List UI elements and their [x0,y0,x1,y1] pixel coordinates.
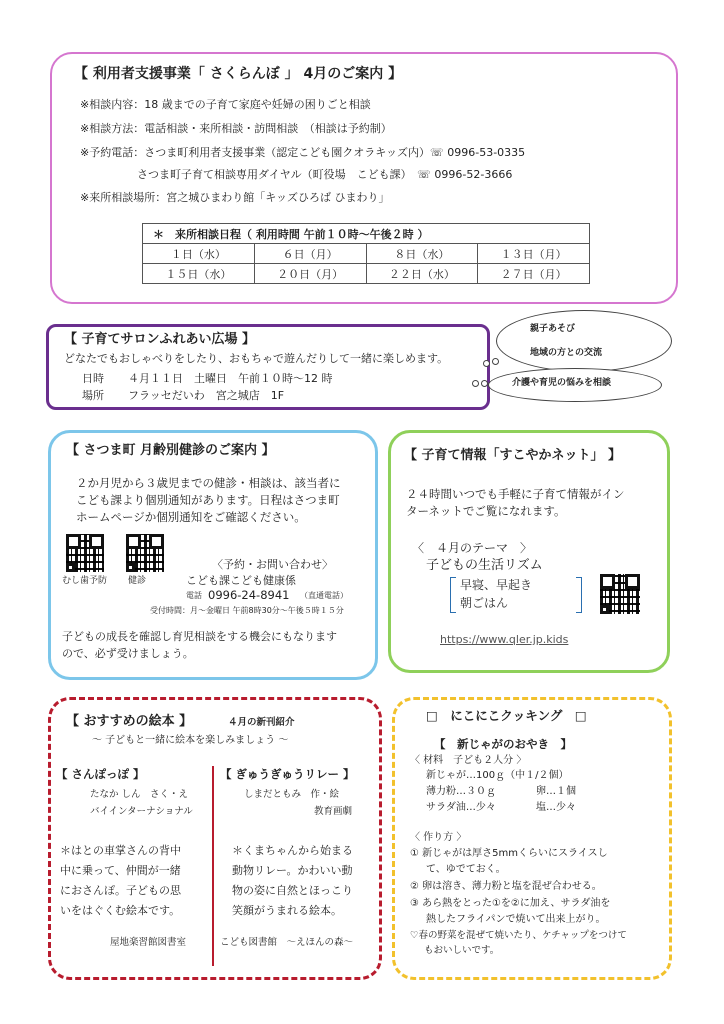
recipe-step: ① 新じゃがは厚さ5mmくらいにスライスし [410,848,608,859]
schedule-table [142,223,590,284]
thought-bubble-dot [492,358,499,365]
tel-label: 電話 [186,591,202,600]
consult-place: ※来所相談場所：宮之城ひまわり館「キッズひろば ひまわり」 [80,191,390,204]
material-item: 薄力粉…３０ｇ [426,786,496,797]
book-description: ＊くまちゃんから始まる [232,844,353,857]
materials-heading: 〈 材料 子ども２人分 〉 [410,755,527,766]
book-publisher: バイインターナショナル [90,806,193,817]
checkup-text: ホームページか個別通知をご確認ください。 [76,510,306,524]
schedule-cell: ２０日（月） [254,264,366,284]
thought-bubble-dot [481,380,488,387]
consult-dial: さつま町子育て相談専用ダイヤル（町役場 こども課） ☏ 0996-52-3666 [137,168,513,181]
theme-title: 子どもの生活リズム [426,558,543,573]
sukoyaka-url-link[interactable]: https://www.qler.jp.kids [440,633,569,646]
sukoyaka-title: 【 子育て情報「すこやかネット」 】 [404,448,622,463]
book-description: ＊はとの車掌さんの背中 [60,844,181,857]
book-library: 屋地楽習館図書室 [110,937,187,948]
recipe-step: ③ あら熱をとった①を②に加え、サラダ油を [410,898,611,909]
salon-place-label: 場所 [82,389,104,402]
theme-bracket-right [576,577,582,613]
material-item: 塩…少々 [536,802,576,813]
material-item: 卵…１個 [536,786,576,797]
thought-cloud [496,310,672,372]
schedule-cell: ８日（水） [366,244,478,264]
material-item: サラダ油…少々 [426,802,496,813]
schedule-cell: ２２日（水） [366,264,478,284]
book-description: 動物リレー。かわいい動 [232,864,353,877]
picture-book-subtitle: ～ 子どもと一緒に絵本を楽しみましょう ～ [92,735,289,746]
cloud-text: 地域の方との交流 [530,348,603,358]
recipe-step: 熱したフライパンで焼いて出来上がり。 [426,914,606,925]
checkup-footer: ので、必ず受けましょう。 [62,647,194,660]
recipe-note: ♡春の野菜を混ぜて焼いたり、ケチャップをつけて [410,930,627,941]
qr-label: むし歯予防 [62,576,108,586]
reception-hours: 受付時間：月～金曜日 午前8時30分～午後５時１５分 [150,606,344,615]
book-title: 【 さんぽっぽ 】 [56,767,145,781]
consult-content: ※相談内容：18 歳までの子育て家庭や妊婦の困りごと相談 [80,98,371,111]
thought-bubble-dot [483,360,490,367]
tel-number: 0996-24-8941 [208,588,290,602]
contact-department: こども課こども健康係 [186,574,296,587]
recipe-note: もおいしいです。 [424,945,500,956]
book-divider [212,766,214,966]
recipe-step: て、ゆでておく。 [426,864,506,875]
book-description: 物の姿に自然とほっこり [232,884,353,897]
schedule-cell: １日（水） [143,244,255,264]
book-title: 【 ぎゅうぎゅうリレー 】 [220,767,355,781]
schedule-cell: ２７日（月） [478,264,590,284]
theme-line: 早寝、早起き [460,578,533,592]
salon-description: どなたでもおしゃべりをしたり、おもちゃで遊んだりして一緒に楽しめます。 [64,352,449,365]
picture-book-title: 【 おすすめの絵本 】 [66,714,193,729]
salon-place: フラッセだいわ 宮之城店 1F [128,389,285,402]
recipe-title: 【 新じゃがのおやき 】 [434,737,572,751]
salon-title: 【 子育てサロンふれあい広場 】 [64,332,256,347]
book-library: こども図書館 ～えほんの森～ [220,937,354,948]
contact-heading: 〈予約・お問い合わせ〉 [212,558,333,571]
schedule-cell: １３日（月） [478,244,590,264]
theme-bracket-left [450,577,456,613]
consult-method: ※相談方法：電話相談・来所相談・訪問相談 （相談は予約制） [80,122,392,135]
material-item: 新じゃが…100ｇ（中１/２個） [426,770,569,781]
recipe-step: ② 卵は溶き、薄力粉と塩を混ぜ合わせる。 [410,881,602,892]
qr-code-icon[interactable] [600,574,640,614]
theme-heading: 〈 ４月のテーマ 〉 [412,541,533,555]
schedule-cell: ６日（月） [254,244,366,264]
schedule-header: ＊ 来所相談日程（ 利用時間 午前１０時～午後２時 ） [143,224,590,244]
qr-code-icon[interactable] [66,534,104,572]
sukoyaka-text: ターネットでご覧になれます。 [406,504,566,518]
book-author: しまだともみ 作・絵 [244,789,340,800]
cloud-text: 介護や育児の悩みを相談 [512,378,612,388]
thought-bubble-dot [472,380,479,387]
qr-label: 健診 [128,576,147,586]
cloud-text: 親子あそび [530,324,576,334]
sakuranbo-title: 【 利用者支援事業「 さくらんぼ 」 4月のご案内 】 [74,66,403,82]
checkup-text: こども課より個別通知があります。日程はさつま町 [76,493,340,507]
book-description: 笑顔がうまれる絵本。 [232,904,342,917]
book-author: たなか しん さく・え [90,789,189,800]
sukoyaka-text: ２４時間いつでも手軽に子育て情報がイン [406,487,625,501]
checkup-title: 【 さつま町 月齢別健診のご案内 】 [66,443,275,458]
book-description: いをはぐくむ絵本です。 [60,904,181,917]
salon-date-label: 日時 [82,372,104,385]
book-description: におさんぽ。子どもの思 [60,884,181,897]
cooking-title: □ にこにこクッキング □ [426,708,587,723]
picture-book-subtitle-tag: ４月の新刊紹介 [228,717,295,728]
reservation-phone: ※予約電話：さつま町利用者支援事業（認定こども園クオラキッズ内）☏ 0996-53-0335 [80,146,526,159]
book-description: 中に乗って、仲間が一緒 [60,864,181,877]
schedule-cell: １５日（水） [143,264,255,284]
theme-line: 朝ごはん [460,596,509,610]
steps-heading: 〈 作り方 〉 [410,832,467,843]
checkup-text: ２か月児から３歳児までの健診・相談は、該当者に [76,476,341,490]
qr-code-icon[interactable] [126,534,164,572]
salon-date: ４月１１日 土曜日 午前１０時～12 時 [128,372,333,385]
tel-note: （直通電話） [300,591,348,600]
checkup-footer: 子どもの成長を確認し育児相談をする機会にもなります [62,630,337,643]
book-publisher: 教育画劇 [314,806,353,817]
